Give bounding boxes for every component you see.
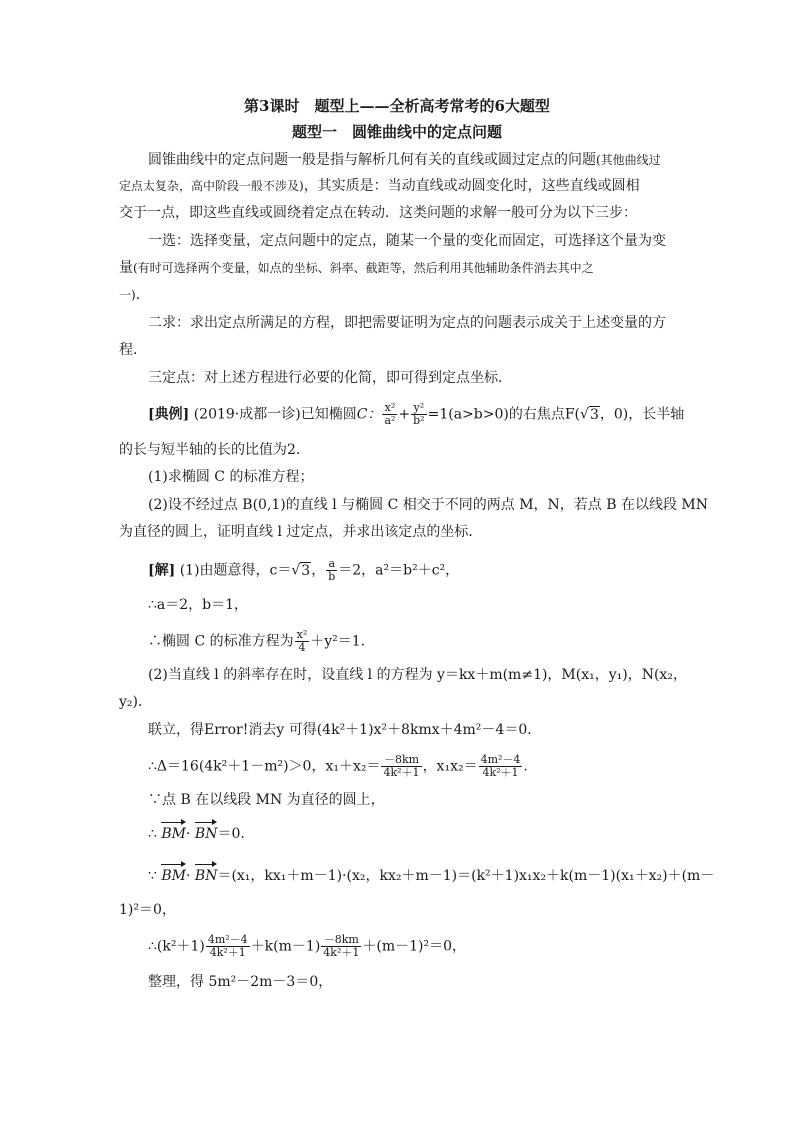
step2-line-1: 二求：求出定点所满足的方程，即把需要证明为定点的问题表示成关于上述变量的方 bbox=[148, 315, 666, 331]
solution-line-10: ∵ BM· BN＝(x₁，kx₁＋m－1)·(x₂，kx₂＋m－1)＝(k²＋1)x₁x₂＋k(m－1)(x₁＋x₂)＋(m－ bbox=[148, 868, 715, 884]
vector-bn: BN bbox=[194, 826, 218, 842]
example-tag: [典例] bbox=[148, 406, 190, 423]
solution-line-9: ∴ BM· BN＝0. bbox=[148, 826, 245, 842]
vector-bm: BM bbox=[161, 826, 186, 842]
fraction: $\frac{\text{4m²－4}}{\text{4k²＋1}}$ bbox=[480, 753, 521, 779]
example-line-1: [典例] (2019·成都一诊)已知椭圆C： $\frac{\text{x²}}{\text{a²}}$ + $\frac{\text{y²}}{\text{b²}}$ =1(a>b>0)的右焦点F(√3，0)，长半轴 bbox=[148, 401, 685, 427]
solution-line-3: ∴椭圆 C 的标准方程为 $\frac{\text{x²}}{4}$ ＋y²＝1. bbox=[148, 628, 366, 654]
section-title: 题型一 圆锥曲线中的定点问题 bbox=[291, 123, 502, 141]
fraction: $\frac{-8km}{\text{4k²＋1}}$ bbox=[383, 753, 420, 779]
intro-line-2: 定点太复杂，高中阶段一般不涉及)，其实质是：当动直线或动圆变化时，这些直线或圆相 bbox=[119, 178, 640, 194]
fraction: $\frac{\text{x²}}{\text{a²}}$ bbox=[384, 401, 396, 427]
step1-line-2: 量(有时可选择两个变量，如点的坐标、斜率、截距等，然后利用其他辅助条件消去其中之 bbox=[119, 260, 594, 276]
fraction: $\frac{\text{x²}}{4}$ bbox=[296, 628, 308, 654]
solution-line-12: ∴(k²＋1) $\frac{\text{4m²－4}}{\text{4k²＋1}}$ ＋k(m－1) $\frac{-8km}{\text{4k²＋1}}$ ＋(m－1)²＝0， bbox=[148, 933, 466, 959]
intro-line-3: 交于一点，即这些直线或圆绕着定点在转动．这类问题的求解一般可分为以下三步： bbox=[119, 205, 637, 221]
step2-line-2: 程． bbox=[119, 342, 147, 358]
solution-tag: [解] bbox=[148, 562, 176, 579]
example-line-2: 的长与短半轴的长的比值为2. bbox=[119, 442, 301, 458]
question-2-line-1: (2)设不经过点 B(0,1)的直线 l 与椭圆 C 相交于不同的两点 M，N，若点 B 在以线段 MN bbox=[148, 497, 709, 513]
solution-line-11: 1)²＝0， bbox=[119, 902, 176, 918]
solution-line-2: ∴a＝2，b＝1， bbox=[148, 597, 249, 613]
step3-line: 三定点：对上述方程进行必要的化简，即可得到定点坐标． bbox=[148, 370, 512, 386]
intro-line-1: 圆锥曲线中的定点问题一般是指与解析几何有关的直线或圆过定点的问题(其他曲线过 bbox=[148, 152, 661, 168]
solution-line-7: ∴Δ＝16(4k²＋1－m²)＞0，x₁＋x₂＝ $\frac{-8km}{\text{4k²＋1}}$ ，x₁x₂＝ $\frac{\text{4m²－4}}{\text{4k²＋1}}$ . bbox=[148, 753, 528, 779]
question-2-line-2: 为直径的圆上，证明直线 l 过定点，并求出该定点的坐标． bbox=[119, 524, 483, 540]
solution-line-8: ∵点 B 在以线段 MN 为直径的圆上， bbox=[148, 792, 385, 808]
fraction: $\frac{-8km}{\text{4k²＋1}}$ bbox=[323, 933, 360, 959]
vector-bn: BN bbox=[194, 868, 218, 884]
solution-line-1: [解] (1)由题意得，c＝√3， $\frac{a}{b}$ ＝2，a²＝b²＋c²， bbox=[148, 557, 460, 583]
vector-bm: BM bbox=[161, 868, 186, 884]
solution-line-5: y₂)． bbox=[119, 694, 152, 710]
fraction: $\frac{a}{b}$ bbox=[328, 557, 336, 583]
solution-line-13: 整理，得 5m²－2m－3＝0， bbox=[148, 974, 333, 990]
fraction: $\frac{\text{4m²－4}}{\text{4k²＋1}}$ bbox=[207, 933, 248, 959]
solution-line-6: 联立，得Error!消去y 可得(4k²＋1)x²＋8kmx＋4m²－4＝0. bbox=[148, 722, 532, 738]
question-1: (1)求椭圆 C 的标准方程； bbox=[148, 469, 314, 485]
step1-line-1: 一选：选择变量，定点问题中的定点，随某一个量的变化而固定，可选择这个量为变 bbox=[148, 233, 666, 249]
fraction: $\frac{\text{y²}}{\text{b²}}$ bbox=[413, 401, 425, 427]
solution-line-4: (2)当直线 l 的斜率存在时，设直线 l 的方程为 y＝kx＋m(m≠1)，M(x₁，y₁)，N(x₂， bbox=[148, 667, 687, 683]
page-title: 第3课时 题型上——全析高考常考的6大题型 bbox=[244, 97, 550, 115]
step1-line-3: 一)． bbox=[119, 287, 150, 303]
